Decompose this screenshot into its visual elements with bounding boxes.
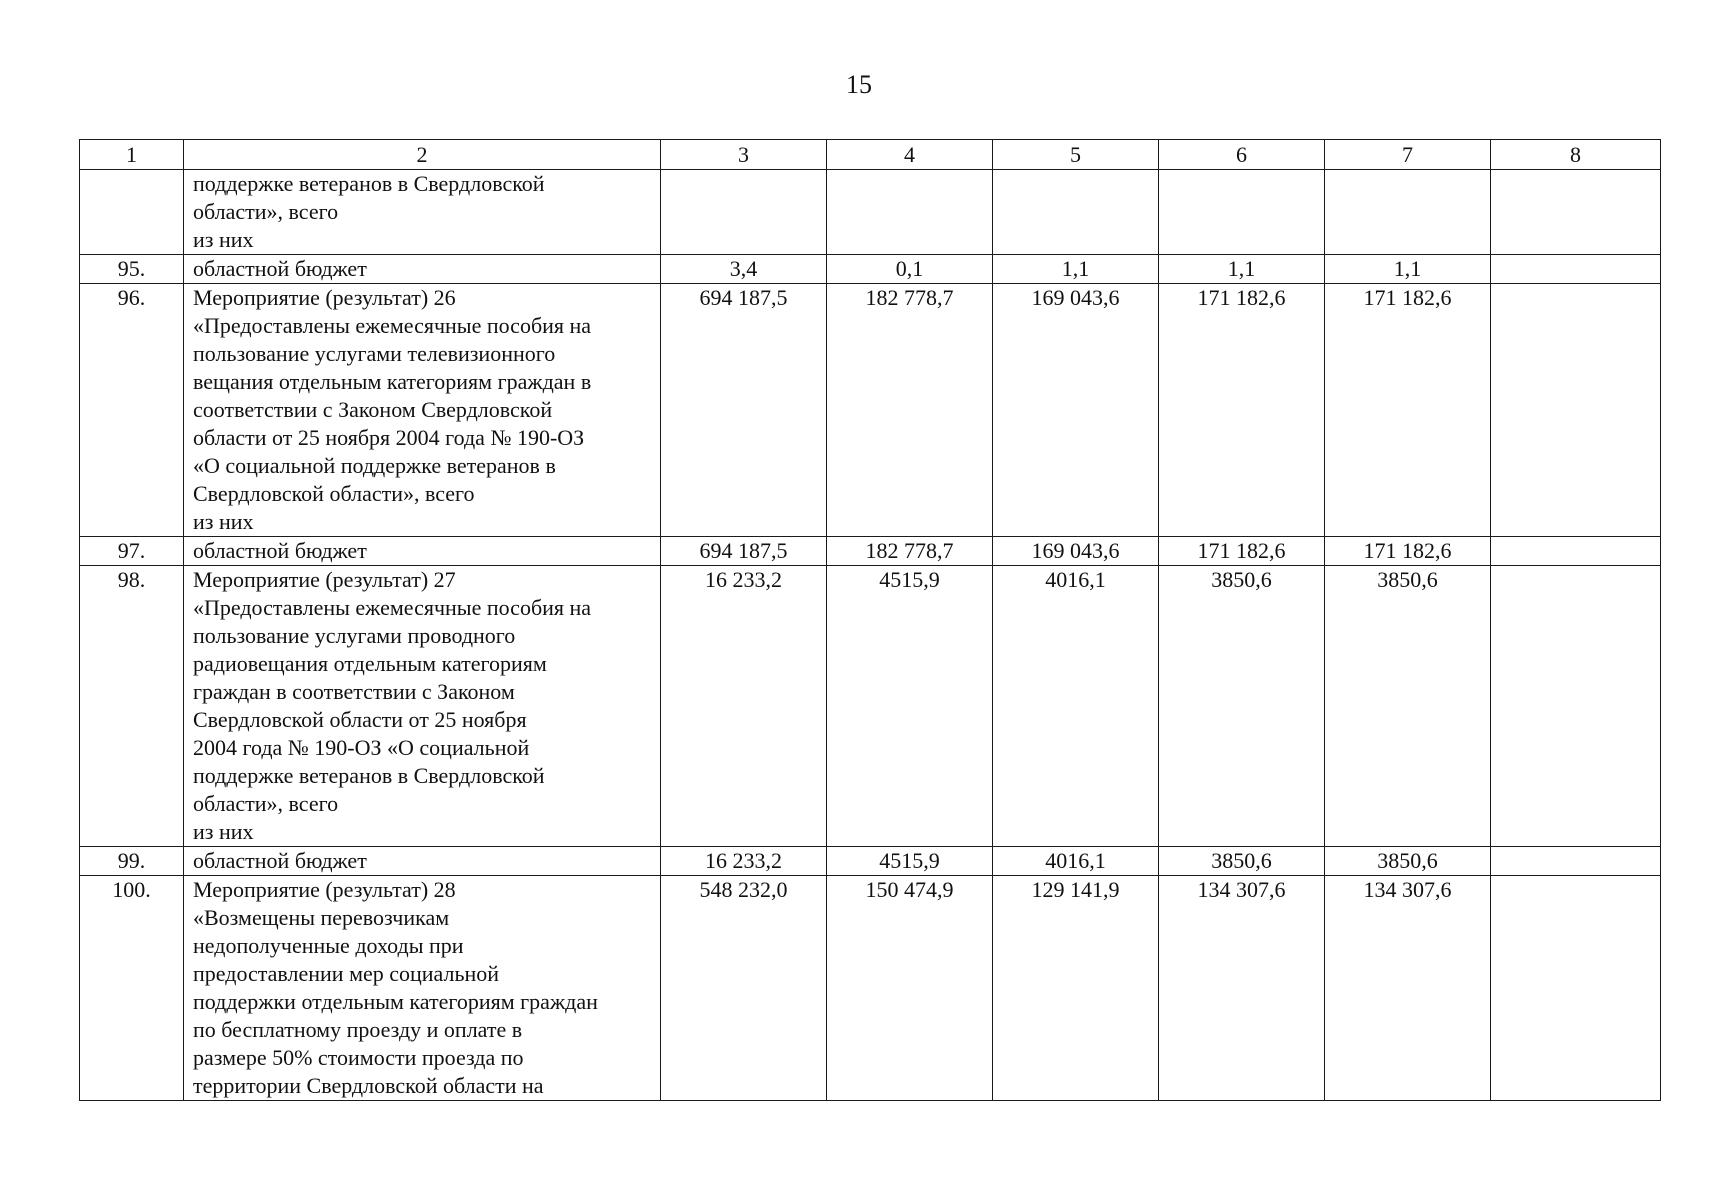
description-cell bbox=[184, 847, 661, 876]
column-header: 5 bbox=[993, 140, 1159, 170]
value-cell-col-4: 4515,9 bbox=[827, 566, 993, 847]
value-cell-col-4 bbox=[827, 170, 993, 255]
description-line: области от 25 ноября 2004 года № 190-ОЗ bbox=[193, 425, 585, 450]
value-cell-col-6: 171 182,6 bbox=[1159, 537, 1325, 566]
description-line: 2004 года № 190-ОЗ «О социальной bbox=[193, 735, 530, 760]
value-cell-col-5: 129 141,9 bbox=[993, 876, 1159, 1101]
description-line: пользование услугами телевизионного bbox=[193, 341, 556, 366]
value-cell-col-8 bbox=[1491, 170, 1661, 255]
value-cell-col-6 bbox=[1159, 170, 1325, 255]
value-cell-col-4: 182 778,7 bbox=[827, 284, 993, 537]
description-line: поддержке ветеранов в Свердловской bbox=[193, 171, 545, 196]
description-line: области», всего bbox=[193, 199, 339, 224]
description-line: по бесплатному проезду и оплате в bbox=[193, 1017, 523, 1042]
description-line: областной бюджет bbox=[193, 256, 367, 281]
row-number-cell: 95. bbox=[80, 255, 184, 284]
description-line: граждан в соответствии с Законом bbox=[193, 679, 515, 704]
value-cell-col-7: 3850,6 bbox=[1325, 847, 1491, 876]
table-row bbox=[80, 847, 1661, 876]
table-row bbox=[80, 566, 1661, 847]
description-line: поддержке ветеранов в Свердловской bbox=[193, 763, 545, 788]
column-header: 1 bbox=[80, 140, 184, 170]
value-cell-col-6: 134 307,6 bbox=[1159, 876, 1325, 1101]
description-line: «Предоставлены ежемесячные пособия на bbox=[193, 595, 592, 620]
value-cell-col-5: 4016,1 bbox=[993, 566, 1159, 847]
value-cell-col-6: 3850,6 bbox=[1159, 566, 1325, 847]
description-line: поддержки отдельным категориям граждан bbox=[193, 989, 598, 1014]
description-cell bbox=[184, 566, 661, 847]
value-cell-col-8 bbox=[1491, 537, 1661, 566]
description-line: из них bbox=[193, 819, 254, 844]
description-line: Мероприятие (результат) 26 bbox=[193, 285, 456, 310]
value-cell-col-6: 1,1 bbox=[1159, 255, 1325, 284]
row-number-cell: 96. bbox=[80, 284, 184, 537]
description-line: из них bbox=[193, 227, 254, 252]
table-body bbox=[80, 140, 1661, 1101]
description-line: областной бюджет bbox=[193, 538, 367, 563]
value-cell-col-7: 1,1 bbox=[1325, 255, 1491, 284]
description-line: радиовещания отдельным категориям bbox=[193, 651, 547, 676]
value-cell-col-4: 4515,9 bbox=[827, 847, 993, 876]
value-cell-col-8 bbox=[1491, 255, 1661, 284]
description-line: территории Свердловской области на bbox=[193, 1073, 544, 1098]
description-line: пользование услугами проводного bbox=[193, 623, 516, 648]
row-number-cell: 97. bbox=[80, 537, 184, 566]
description-line: размере 50% стоимости проезда по bbox=[193, 1045, 524, 1070]
value-cell-col-3: 3,4 bbox=[661, 255, 827, 284]
description-cell bbox=[184, 170, 661, 255]
value-cell-col-7: 171 182,6 bbox=[1325, 284, 1491, 537]
value-cell-col-3: 16 233,2 bbox=[661, 566, 827, 847]
value-cell-col-8 bbox=[1491, 876, 1661, 1101]
value-cell-col-6: 3850,6 bbox=[1159, 847, 1325, 876]
value-cell-col-5: 1,1 bbox=[993, 255, 1159, 284]
table-row bbox=[80, 170, 1661, 255]
value-cell-col-3: 694 187,5 bbox=[661, 284, 827, 537]
column-header: 4 bbox=[827, 140, 993, 170]
value-cell-col-7 bbox=[1325, 170, 1491, 255]
description-line: предоставлении мер социальной bbox=[193, 961, 500, 986]
column-header: 2 bbox=[184, 140, 661, 170]
value-cell-col-5: 4016,1 bbox=[993, 847, 1159, 876]
value-cell-col-3 bbox=[661, 170, 827, 255]
value-cell-col-4: 182 778,7 bbox=[827, 537, 993, 566]
description-line: «О социальной поддержке ветеранов в bbox=[193, 453, 556, 478]
description-cell bbox=[184, 537, 661, 566]
description-line: области», всего bbox=[193, 791, 339, 816]
description-cell bbox=[184, 876, 661, 1101]
description-line: из них bbox=[193, 509, 254, 534]
table-row bbox=[80, 537, 1661, 566]
description-cell bbox=[184, 255, 661, 284]
value-cell-col-5 bbox=[993, 170, 1159, 255]
budget-table bbox=[79, 139, 1661, 1101]
description-line: Мероприятие (результат) 28 bbox=[193, 877, 456, 902]
column-header: 6 bbox=[1159, 140, 1325, 170]
value-cell-col-4: 0,1 bbox=[827, 255, 993, 284]
value-cell-col-3: 694 187,5 bbox=[661, 537, 827, 566]
row-number-cell: 98. bbox=[80, 566, 184, 847]
column-header-row bbox=[80, 140, 1661, 170]
column-header: 7 bbox=[1325, 140, 1491, 170]
description-line: «Предоставлены ежемесячные пособия на bbox=[193, 313, 592, 338]
column-header: 8 bbox=[1491, 140, 1661, 170]
value-cell-col-4: 150 474,9 bbox=[827, 876, 993, 1101]
description-line: вещания отдельным категориям граждан в bbox=[193, 369, 592, 394]
description-line: Свердловской области», всего bbox=[193, 481, 475, 506]
description-line: Свердловской области от 25 ноября bbox=[193, 707, 527, 732]
table-row bbox=[80, 255, 1661, 284]
description-line: недополученные доходы при bbox=[193, 933, 464, 958]
table-row bbox=[80, 284, 1661, 537]
value-cell-col-7: 134 307,6 bbox=[1325, 876, 1491, 1101]
row-number-cell bbox=[80, 170, 184, 255]
page-number: 15 bbox=[846, 70, 872, 99]
row-number-cell: 99. bbox=[80, 847, 184, 876]
row-number-cell: 100. bbox=[80, 876, 184, 1101]
value-cell-col-3: 16 233,2 bbox=[661, 847, 827, 876]
value-cell-col-7: 3850,6 bbox=[1325, 566, 1491, 847]
description-line: соответствии с Законом Свердловской bbox=[193, 397, 553, 422]
description-line: Мероприятие (результат) 27 bbox=[193, 567, 456, 592]
value-cell-col-3: 548 232,0 bbox=[661, 876, 827, 1101]
value-cell-col-7: 171 182,6 bbox=[1325, 537, 1491, 566]
value-cell-col-8 bbox=[1491, 284, 1661, 537]
column-header: 3 bbox=[661, 140, 827, 170]
description-line: «Возмещены перевозчикам bbox=[193, 905, 450, 930]
value-cell-col-8 bbox=[1491, 847, 1661, 876]
value-cell-col-8 bbox=[1491, 566, 1661, 847]
value-cell-col-5: 169 043,6 bbox=[993, 537, 1159, 566]
description-cell bbox=[184, 284, 661, 537]
description-line: областной бюджет bbox=[193, 848, 367, 873]
table-row bbox=[80, 876, 1661, 1101]
value-cell-col-6: 171 182,6 bbox=[1159, 284, 1325, 537]
value-cell-col-5: 169 043,6 bbox=[993, 284, 1159, 537]
